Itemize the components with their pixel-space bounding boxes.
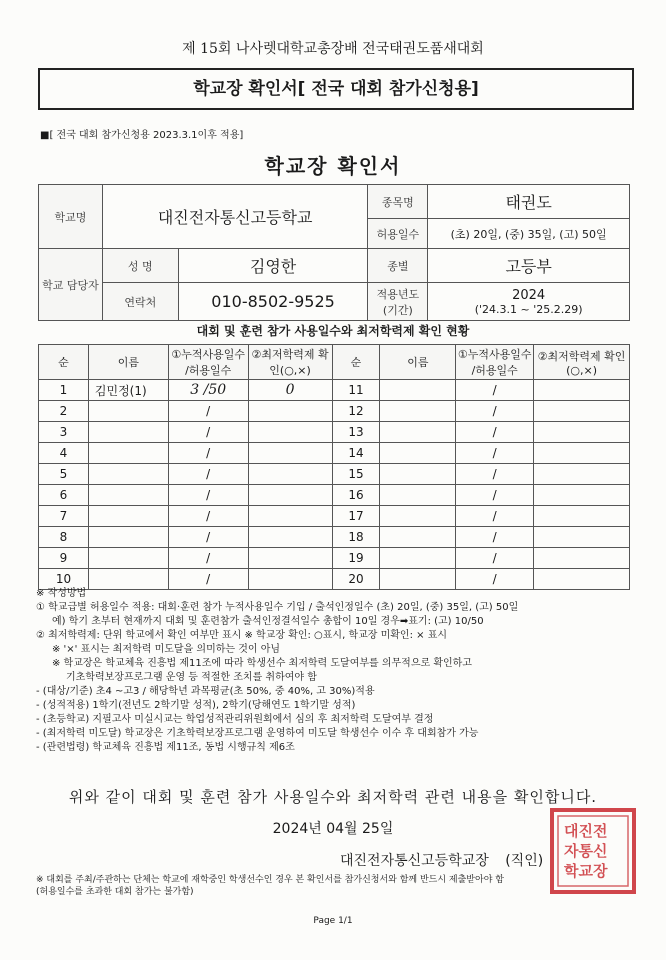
contact-label: 연락처 <box>102 283 178 321</box>
cumulative-days: / <box>168 401 248 422</box>
col-header: 순 <box>39 345 89 380</box>
participant-name <box>380 443 456 464</box>
table-row <box>39 527 630 548</box>
academic-check: 0 <box>248 380 332 401</box>
note-line: 예) 학기 초부터 현재까지 대회 및 훈련참가 출석인정결석일수 총합이 10일 경우➡표기: (고) 10/50 <box>52 616 484 627</box>
form-notice: ■[ 전국 대회 참가신청용 2023.3.1이후 적용] <box>40 130 244 141</box>
academic-check <box>534 401 630 422</box>
cumulative-days: / <box>168 548 248 569</box>
table-row <box>39 485 630 506</box>
col-header: 이름 <box>380 345 456 380</box>
table-row <box>39 464 630 485</box>
year-cell <box>428 283 630 321</box>
note-line: - (초등학교) 지필고사 미실시교는 학업성적관리위원회에서 심의 후 최저학력 도달여부 결정 <box>36 714 434 725</box>
signer <box>340 850 543 870</box>
signer-seal-label: (직인) <box>505 853 544 869</box>
form-title-box: 학교장 확인서[ 전국 대회 참가신청용] <box>38 68 634 110</box>
academic-check <box>248 422 332 443</box>
cumulative-days: / <box>456 569 534 590</box>
row-number: 9 <box>39 548 89 569</box>
days-value: (초) 20일, (중) 35일, (고) 50일 <box>428 219 630 249</box>
cumulative-days: / <box>456 380 534 401</box>
participant-name <box>88 401 168 422</box>
cumulative-days: / <box>456 401 534 422</box>
participant-name: 김민정(1) <box>88 380 168 401</box>
type-label: 종별 <box>368 249 428 283</box>
table-row <box>39 443 630 464</box>
participant-name <box>380 422 456 443</box>
cumulative-days: / <box>456 485 534 506</box>
academic-check <box>534 548 630 569</box>
row-number: 19 <box>332 548 380 569</box>
cumulative-days: / <box>456 506 534 527</box>
academic-check <box>248 464 332 485</box>
col-header: ②최저학력제 확인(○,×) <box>534 345 630 380</box>
event-title: 제 15회 나사렛대학교총장배 전국태권도품새대회 <box>182 41 484 57</box>
row-number: 6 <box>39 485 89 506</box>
row-number: 2 <box>39 401 89 422</box>
academic-check <box>534 527 630 548</box>
table-row <box>39 380 630 401</box>
participant-name <box>380 464 456 485</box>
col-header: 이름 <box>88 345 168 380</box>
note-line: ① 학교급별 허용일수 적용: 대회·훈련 참가 누적사용일수 기입 / 출석인정일수 (초) 20일, (중) 35일, (고) 50일 <box>36 602 519 613</box>
table-row <box>39 548 630 569</box>
row-number: 5 <box>39 464 89 485</box>
cumulative-days: / <box>168 569 248 590</box>
academic-check <box>248 401 332 422</box>
note-line: - (관련법령) 학교체육 진흥법 제11조, 동법 시행규칙 제6조 <box>36 742 295 753</box>
participant-name <box>380 527 456 548</box>
row-number: 11 <box>332 380 380 401</box>
participant-name <box>380 401 456 422</box>
participant-name <box>380 485 456 506</box>
note-line: - (대상/기준) 초4 ~고3 / 해당학년 과목평균(초 50%, 중 40%, 고 30%)적용 <box>36 686 375 697</box>
participant-name <box>88 464 168 485</box>
participant-name <box>380 548 456 569</box>
cumulative-days: / <box>456 464 534 485</box>
table-row <box>39 506 630 527</box>
academic-check <box>248 548 332 569</box>
participant-name <box>380 380 456 401</box>
col-header: ①누적사용일수 /허용일수 <box>456 345 534 380</box>
row-number: 16 <box>332 485 380 506</box>
cumulative-days: / <box>456 443 534 464</box>
academic-check <box>534 443 630 464</box>
row-number: 4 <box>39 443 89 464</box>
participant-name <box>380 506 456 527</box>
participant-name <box>88 485 168 506</box>
col-header: ①누적사용일수 /허용일수 <box>168 345 248 380</box>
note-line: 기초학력보장프로그램 운영 등 적절한 조치를 취하여야 함 <box>66 672 317 683</box>
info-table <box>38 184 630 321</box>
svg-text:자통신: 자통신 <box>564 842 608 860</box>
col-header: 순 <box>332 345 380 380</box>
footer-line: ※ 대회를 주최/주관하는 단체는 학교에 재학중인 학생선수인 경우 본 확인서를 참가신청서와 함께 반드시 제출받아야 함 <box>36 875 504 885</box>
academic-check <box>534 464 630 485</box>
svg-text:학교장: 학교장 <box>564 862 608 880</box>
academic-check <box>534 485 630 506</box>
page-number: Page 1/1 <box>313 916 353 926</box>
sport-value: 태권도 <box>428 185 630 219</box>
academic-check <box>534 422 630 443</box>
academic-check <box>534 380 630 401</box>
days-label: 허용일수 <box>368 219 428 249</box>
cumulative-days: / <box>456 422 534 443</box>
academic-check <box>248 443 332 464</box>
note-line: ② 최저학력제: 단위 학교에서 확인 여부만 표시 ※ 학교장 확인: ○표시, 학교장 미확인: × 표시 <box>36 630 448 641</box>
participant-name <box>88 506 168 527</box>
participants-table <box>38 344 630 590</box>
note-line: ※ 학교장은 학교체육 진흥법 제11조에 따라 학생선수 최저학력 도달여부를 의무적으로 확인하고 <box>52 658 472 669</box>
year-value: 2024 <box>512 287 546 303</box>
cumulative-days: / <box>168 443 248 464</box>
row-number: 20 <box>332 569 380 590</box>
footer-line: (허용일수를 초과한 대회 참가는 불가함) <box>36 887 194 897</box>
section-title: 대회 및 훈련 참가 사용일수와 최저학력제 확인 현황 <box>196 324 470 338</box>
cumulative-days: / <box>168 485 248 506</box>
note-line: ※ 작성방법 <box>36 588 87 599</box>
confirmation-text: 위와 같이 대회 및 훈련 참가 사용일수와 최저학력 관련 내용을 확인합니다. <box>68 788 598 806</box>
sport-label: 종목명 <box>368 185 428 219</box>
participant-name <box>88 548 168 569</box>
cumulative-days: / <box>168 422 248 443</box>
col-header: ②최저학력제 확인(○,×) <box>248 345 332 380</box>
cumulative-days: / <box>456 527 534 548</box>
row-number: 3 <box>39 422 89 443</box>
row-number: 12 <box>332 401 380 422</box>
row-number: 17 <box>332 506 380 527</box>
footer-notes <box>36 874 626 898</box>
cumulative-days: / <box>168 506 248 527</box>
year-label: 적용년도 (기간) <box>368 283 428 321</box>
participant-name <box>88 443 168 464</box>
academic-check <box>248 485 332 506</box>
row-number: 13 <box>332 422 380 443</box>
row-number: 1 <box>39 380 89 401</box>
academic-check <box>534 506 630 527</box>
table-header-row <box>39 345 630 380</box>
participant-name <box>88 422 168 443</box>
row-number: 18 <box>332 527 380 548</box>
name-value: 김영한 <box>178 249 368 283</box>
manager-label: 학교 담당자 <box>39 249 103 321</box>
cumulative-days: / <box>168 527 248 548</box>
note-line: - (최저학력 미도달) 학교장은 기초학력보장프로그램 운영하여 미도달 학생선수 이수 후 대회참가 가능 <box>36 728 479 739</box>
school-value: 대진전자통신고등학교 <box>102 185 368 249</box>
school-label: 학교명 <box>39 185 103 249</box>
table-row <box>39 422 630 443</box>
row-number: 8 <box>39 527 89 548</box>
cumulative-days: / <box>168 464 248 485</box>
type-value: 고등부 <box>428 249 630 283</box>
note-line: - (성적적용) 1학기(전년도 2학기말 성적), 2학기(당해연도 1학기말 성적) <box>36 700 356 711</box>
row-number: 15 <box>332 464 380 485</box>
contact-value: 010-8502-9525 <box>178 283 368 321</box>
signer-name: 대진전자통신고등학교장 <box>340 853 489 869</box>
year-period: ('24.3.1 ~ '25.2.29) <box>474 302 583 316</box>
table-row <box>39 401 630 422</box>
row-number: 7 <box>39 506 89 527</box>
name-label: 성 명 <box>102 249 178 283</box>
academic-check <box>248 506 332 527</box>
svg-text:대진전: 대진전 <box>564 822 608 840</box>
notes-section <box>36 587 632 755</box>
cumulative-days: 3 /50 <box>168 380 248 401</box>
academic-check <box>248 527 332 548</box>
issue-date: 2024년 04월 25일 <box>272 821 394 837</box>
document-title: 학교장 확인서 <box>264 154 402 178</box>
row-number: 10 <box>39 569 89 590</box>
cumulative-days: / <box>456 548 534 569</box>
row-number: 14 <box>332 443 380 464</box>
note-line: ※ '×' 표시는 최저학력 미도달을 의미하는 것이 아님 <box>52 644 281 655</box>
participant-name <box>88 527 168 548</box>
